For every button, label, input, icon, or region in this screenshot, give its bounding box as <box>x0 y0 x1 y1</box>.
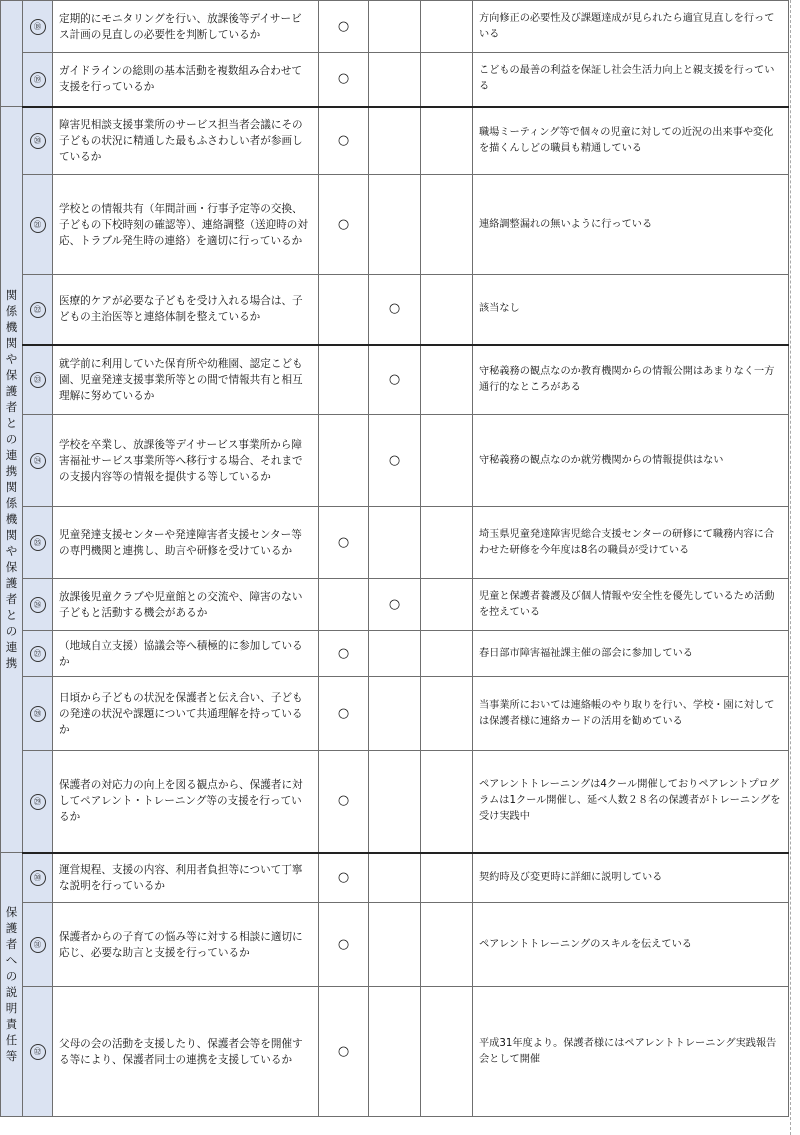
table-row <box>1 903 789 987</box>
note-text: 方向修正の必要性及び課題達成が見られたら適宜見直しを行っている <box>473 1 789 53</box>
item-number: ⑱ <box>30 19 46 35</box>
no-mark <box>369 987 421 1117</box>
note-text: 埼玉県児童発達障害児総合支援センターの研修にて職務内容に合わせた研修を今年度は8名の職員が受けている <box>473 507 789 579</box>
table-row <box>1 1 789 53</box>
blank-cell <box>421 677 473 751</box>
table-row <box>1 275 789 345</box>
blank-cell <box>421 345 473 415</box>
no-mark: ○ <box>369 415 421 507</box>
question-text: ガイドラインの総則の基本活動を複数組み合わせて支援を行っているか <box>53 53 319 107</box>
note-text: 該当なし <box>473 275 789 345</box>
item-number: ㉛ <box>30 937 46 953</box>
no-mark <box>369 1 421 53</box>
table-row <box>1 631 789 677</box>
no-mark: ○ <box>369 579 421 631</box>
table-row <box>1 677 789 751</box>
blank-cell <box>421 415 473 507</box>
question-text: 定期的にモニタリングを行い、放課後等デイサービス計画の見直しの必要性を判断しているか <box>53 1 319 53</box>
section-cell-hogosha <box>1 853 23 1117</box>
table-row <box>1 53 789 107</box>
section-cell-kankei <box>1 107 23 853</box>
item-number-cell <box>23 415 53 507</box>
yes-mark: ○ <box>319 107 369 175</box>
yes-mark <box>319 579 369 631</box>
page-edge-dashed-line <box>790 0 791 1135</box>
no-mark <box>369 853 421 903</box>
note-text: 児童と保護者養護及び個人情報や安全性を優先しているため活動を控えている <box>473 579 789 631</box>
item-number-cell <box>23 853 53 903</box>
yes-mark <box>319 275 369 345</box>
question-text: （地域自立支援）協議会等へ積極的に参加しているか <box>53 631 319 677</box>
item-number-cell <box>23 1 53 53</box>
note-text: こどもの最善の利益を保証し社会生活力向上と親支援を行っている <box>473 53 789 107</box>
table-body <box>1 1 789 1117</box>
table-row <box>1 579 789 631</box>
item-number-cell <box>23 345 53 415</box>
table-row <box>1 345 789 415</box>
note-text: 当事業所においては連絡帳のやり取りを行い、学校・園に対しては保護者様に連絡カードの活用を勧めている <box>473 677 789 751</box>
question-text: 放課後児童クラブや児童館との交流や、障害のない子どもと活動する機会があるか <box>53 579 319 631</box>
question-text: 父母の会の活動を支援したり、保護者会等を開催する等により、保護者同士の連携を支援しているか <box>53 987 319 1117</box>
blank-cell <box>421 275 473 345</box>
yes-mark: ○ <box>319 53 369 107</box>
yes-mark: ○ <box>319 903 369 987</box>
item-number-cell <box>23 507 53 579</box>
question-text: 医療的ケアが必要な子どもを受け入れる場合は、子どもの主治医等と連絡体制を整えているか <box>53 275 319 345</box>
blank-cell <box>421 579 473 631</box>
yes-mark: ○ <box>319 507 369 579</box>
table-row <box>1 175 789 275</box>
no-mark <box>369 677 421 751</box>
blank-cell <box>421 507 473 579</box>
table-row <box>1 853 789 903</box>
note-text: 守秘義務の観点なのか教育機関からの情報公開はあまりなく一方通行的なところがある <box>473 345 789 415</box>
no-mark <box>369 507 421 579</box>
blank-cell <box>421 1 473 53</box>
no-mark <box>369 903 421 987</box>
item-number: ㉓ <box>30 372 46 388</box>
item-number-cell <box>23 677 53 751</box>
item-number: ㉑ <box>30 217 46 233</box>
note-text: ペアレントトレーニングは4クール開催しておりペアレントプログラムは1クール開催し、延べ人数２８名の保護者がトレーニングを受け実践中 <box>473 751 789 853</box>
yes-mark: ○ <box>319 853 369 903</box>
item-number: ㉒ <box>30 302 46 318</box>
yes-mark: ○ <box>319 751 369 853</box>
section-label: 関係機関や保護者との連携関係機関や保護者との連携 <box>5 288 18 670</box>
question-text: 運営規程、支援の内容、利用者負担等について丁寧な説明を行っているか <box>53 853 319 903</box>
no-mark <box>369 175 421 275</box>
question-text: 保護者からの子育ての悩み等に対する相談に適切に応じ、必要な助言と支援を行っているか <box>53 903 319 987</box>
blank-cell <box>421 631 473 677</box>
question-text: 学校との情報共有（年間計画・行事予定等の交換、子どもの下校時刻の確認等）、連絡調整（送迎時の対応、トラブル発生時の連絡）を適切に行っているか <box>53 175 319 275</box>
section-cell-prev <box>1 1 23 107</box>
question-text: 児童発達支援センターや発達障害者支援センター等の専門機関と連携し、助言や研修を受けているか <box>53 507 319 579</box>
item-number-cell <box>23 631 53 677</box>
note-text: 職場ミーティング等で個々の児童に対しての近況の出来事や変化を描くんしどの職員も精通している <box>473 107 789 175</box>
yes-mark: ○ <box>319 987 369 1117</box>
no-mark: ○ <box>369 275 421 345</box>
no-mark: ○ <box>369 345 421 415</box>
no-mark <box>369 631 421 677</box>
question-text: 保護者の対応力の向上を図る観点から、保護者に対してペアレント・トレーニング等の支援を行っているか <box>53 751 319 853</box>
item-number-cell <box>23 275 53 345</box>
item-number-cell <box>23 175 53 275</box>
no-mark <box>369 107 421 175</box>
no-mark <box>369 53 421 107</box>
item-number: ㉖ <box>30 597 46 613</box>
yes-mark <box>319 345 369 415</box>
question-text: 就学前に利用していた保育所や幼稚園、認定こども園、児童発達支援事業所等との間で情報共有と相互理解に努めているか <box>53 345 319 415</box>
no-mark <box>369 751 421 853</box>
item-number-cell <box>23 579 53 631</box>
item-number: ㉙ <box>30 794 46 810</box>
item-number-cell <box>23 53 53 107</box>
note-text: ペアレントトレーニングのスキルを伝えている <box>473 903 789 987</box>
table-row <box>1 415 789 507</box>
note-text: 平成31年度より。保護者様にはペアレントトレーニング実践報告会として開催 <box>473 987 789 1117</box>
blank-cell <box>421 107 473 175</box>
yes-mark: ○ <box>319 677 369 751</box>
yes-mark: ○ <box>319 1 369 53</box>
question-text: 日頃から子どもの状況を保護者と伝え合い、子どもの発達の状況や課題について共通理解を持っているか <box>53 677 319 751</box>
question-text: 学校を卒業し、放課後等デイサービス事業所から障害福祉サービス事業所等へ移行する場合、それまでの支援内容等の情報を提供する等しているか <box>53 415 319 507</box>
item-number: ㉗ <box>30 646 46 662</box>
yes-mark <box>319 415 369 507</box>
item-number: ㉚ <box>30 870 46 886</box>
note-text: 守秘義務の観点なのか就労機関からの情報提供はない <box>473 415 789 507</box>
blank-cell <box>421 903 473 987</box>
table-row <box>1 987 789 1117</box>
yes-mark: ○ <box>319 175 369 275</box>
blank-cell <box>421 987 473 1117</box>
item-number-cell <box>23 987 53 1117</box>
item-number: ㉕ <box>30 535 46 551</box>
note-text: 契約時及び変更時に詳細に説明している <box>473 853 789 903</box>
table-row <box>1 751 789 853</box>
yes-mark: ○ <box>319 631 369 677</box>
note-text: 春日部市障害福祉課主催の部会に参加している <box>473 631 789 677</box>
table-row <box>1 507 789 579</box>
question-text: 障害児相談支援事業所のサービス担当者会議にその子どもの状況に精通した最もふさわしい者が参画しているか <box>53 107 319 175</box>
item-number: ㉘ <box>30 706 46 722</box>
blank-cell <box>421 751 473 853</box>
blank-cell <box>421 53 473 107</box>
item-number: ㉜ <box>30 1044 46 1060</box>
item-number: ⑲ <box>30 72 46 88</box>
section-label: 保護者への説明責任等 <box>5 905 18 1063</box>
item-number: ㉔ <box>30 453 46 469</box>
blank-cell <box>421 175 473 275</box>
item-number-cell <box>23 751 53 853</box>
item-number: ⑳ <box>30 133 46 149</box>
table-row <box>1 107 789 175</box>
item-number-cell <box>23 903 53 987</box>
note-text: 連絡調整漏れの無いように行っている <box>473 175 789 275</box>
blank-cell <box>421 853 473 903</box>
item-number-cell <box>23 107 53 175</box>
